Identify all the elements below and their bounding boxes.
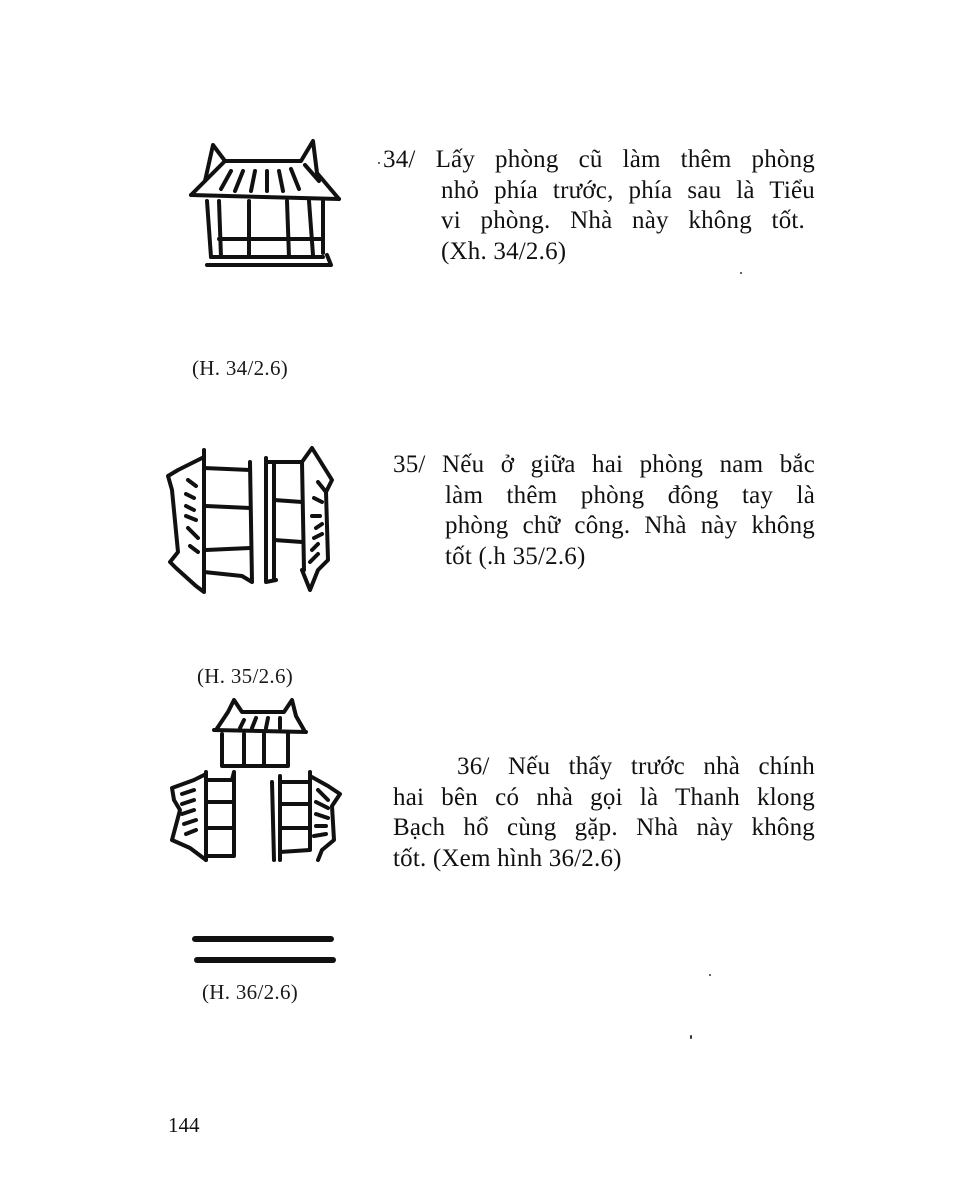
paragraph-35 xyxy=(393,450,815,572)
paragraph-35-line-3: phòng chữ công. Nhà này không xyxy=(445,512,815,539)
paragraph-34 xyxy=(383,145,815,267)
paragraph-34-line-4: (Xh. 34/2.6) xyxy=(441,237,567,265)
paragraph-34-line-1: 34/ Lấy phòng cũ làm thêm phòng xyxy=(383,146,815,173)
main-house-with-side-houses-icon xyxy=(164,690,349,870)
figure-36-caption: (H. 36/2.6) xyxy=(202,980,299,1004)
figure-35-caption: (H. 35/2.6) xyxy=(197,664,294,688)
paragraph-36-line-2: hai bên có nhà gọi là Thanh klong xyxy=(393,783,815,811)
scan-speck xyxy=(740,272,742,274)
scan-speck xyxy=(709,974,711,976)
paragraph-34-line-2: nhỏ phía trước, phía sau là Tiểu xyxy=(441,176,815,204)
paragraph-35-line-2: làm thêm phòng đông tay là xyxy=(445,481,815,509)
page-number: 144 xyxy=(168,1113,200,1137)
paragraph-36-line-1: 36/ Nếu thấy trước nhà chính xyxy=(457,753,815,780)
two-side-houses-icon xyxy=(162,440,342,600)
double-line-icon-lower xyxy=(194,957,336,963)
paragraph-34-line-3: vi phòng. Nhà này không tốt. xyxy=(441,207,805,234)
paragraph-35-line-4: tốt (.h 35/2.6) xyxy=(445,542,586,570)
paragraph-35-line-1: 35/ Nếu ở giữa hai phòng nam bắc xyxy=(393,451,815,478)
double-line-icon xyxy=(192,936,334,942)
scan-speck xyxy=(690,1035,692,1039)
single-house-icon xyxy=(183,133,343,273)
figure-34-caption: (H. 34/2.6) xyxy=(192,356,289,380)
paragraph-36 xyxy=(393,752,815,874)
scan-speck xyxy=(378,162,380,164)
paragraph-36-line-4: tốt. (Xem hình 36/2.6) xyxy=(393,844,622,872)
paragraph-36-line-3: Bạch hổ cùng gặp. Nhà này không xyxy=(393,814,815,841)
